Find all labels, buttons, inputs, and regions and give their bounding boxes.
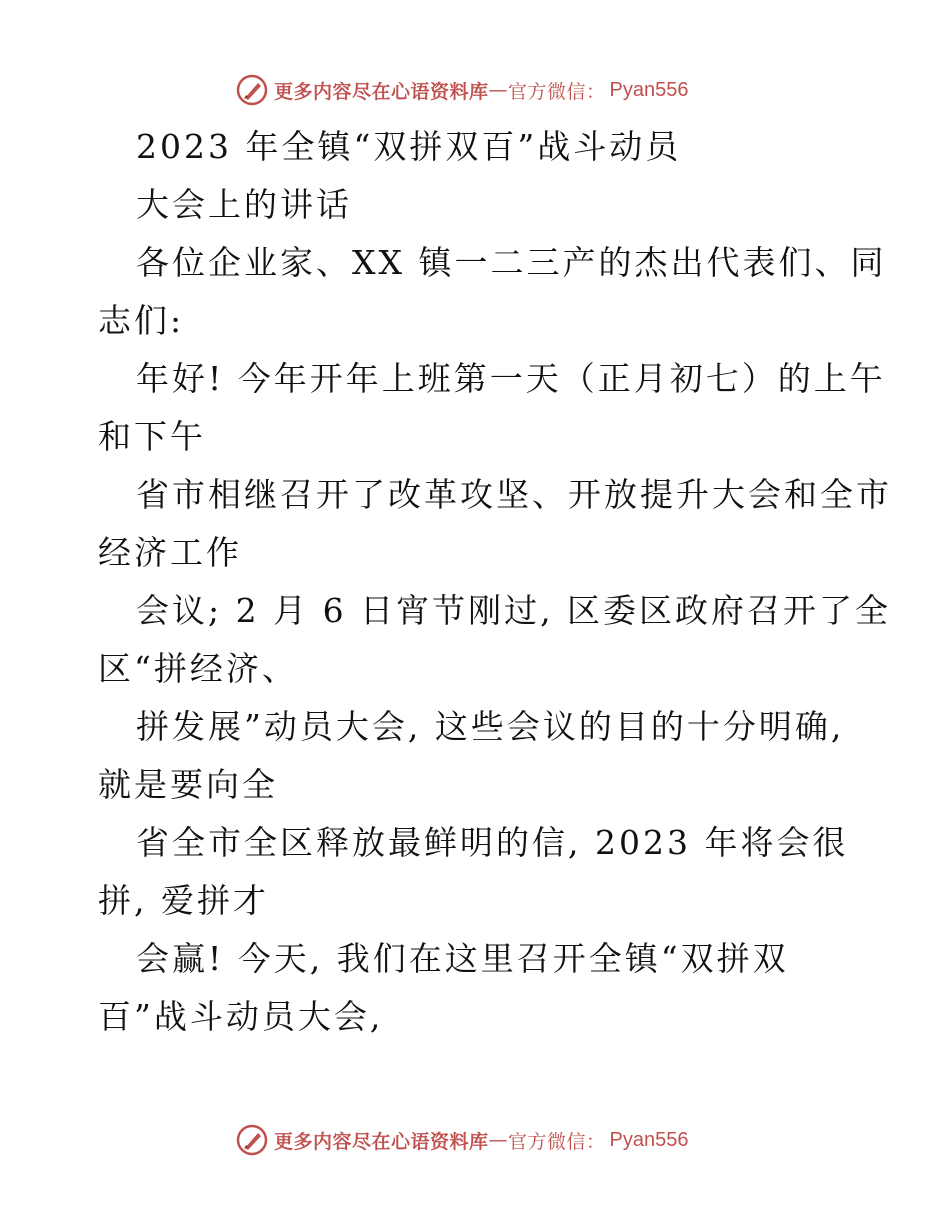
document-line: 就是要向全 [98,765,278,804]
document-line: 百”战斗动员大会, [98,997,384,1036]
header-watermark [236,72,689,108]
watermark-suffix: 官方微信： [508,80,606,103]
document-line: 拼, 爱拼才 [98,881,269,920]
document-line: 会赢! 今天, 我们在这里召开全镇“双拼双 [136,939,789,978]
watermark-dash: — [488,79,509,101]
watermark-wechat-id: Pyan556 [609,1128,689,1151]
document-title-line-2: 大会上的讲话 [136,185,352,224]
document-line: 各位企业家、XX 镇一二三产的杰出代表们、同 [136,243,887,282]
quill-pen-icon [236,74,268,106]
document-line: 拼发展”动员大会, 这些会议的目的十分明确, [136,707,845,746]
watermark-text: 更多内容尽在心语资料库 [274,1130,489,1153]
document-body [98,118,892,1046]
document-line: 省市相继召开了改革攻坚、开放提升大会和全市 [136,475,892,514]
document-line: 志们: [98,301,185,340]
document-line: 经济工作 [98,533,242,572]
document-line: 年好! 今年开年上班第一天（正月初七）的上午 [136,359,886,398]
document-line: 省全市全区释放最鲜明的信, 2023 年将会很 [136,823,849,862]
watermark-suffix: 官方微信： [508,1130,606,1153]
watermark-dash: — [488,1129,509,1151]
watermark-text: 更多内容尽在心语资料库 [274,80,489,103]
quill-pen-icon [236,1124,268,1156]
document-paragraphs [98,234,892,1046]
document-line: 和下午 [98,417,206,456]
footer-watermark [236,1122,689,1158]
document-title-line-1: 2023 年全镇“双拼双百”战斗动员 [136,127,682,166]
document-line: 区“拼经济、 [98,649,298,688]
watermark-wechat-id: Pyan556 [609,78,689,101]
document-line: 会议; 2 月 6 日宵节刚过, 区委区政府召开了全 [136,591,892,630]
